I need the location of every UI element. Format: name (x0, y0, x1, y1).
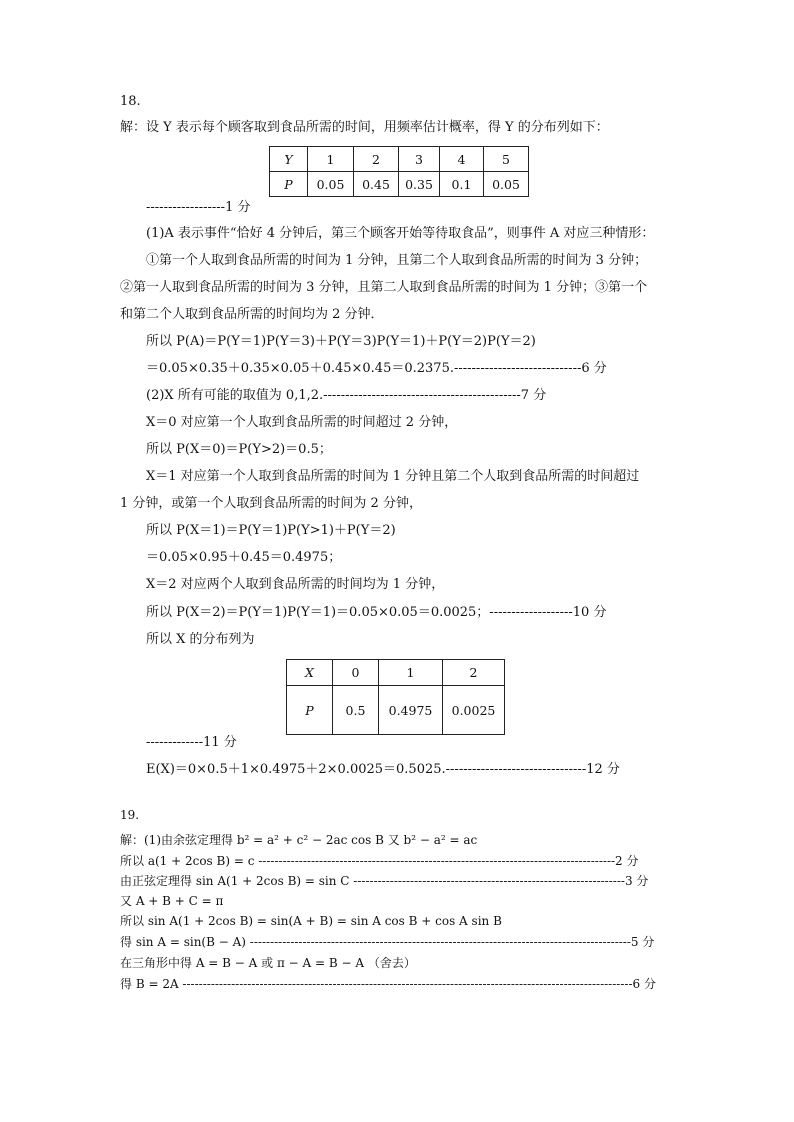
q18-part2-x1-line2: 1 分钟，或第一个人取到食品所需的时间为 2 分钟， (120, 496, 422, 511)
q19-line3: 由正弦定理得 sin A(1 + 2cos B) = sin C -------------------------------------------------------------------3 分 (120, 874, 649, 888)
q19-line4: 又 A + B + C = π (120, 894, 224, 908)
q18-part2-x1-line1: X＝1 对应第一个人取到食品所需的时间为 1 分钟且第二个人取到食品所需的时间超过 (146, 469, 640, 484)
q18-part2-x2-prob: 所以 P(X＝2)＝P(Y＝1)P(Y＝1)＝0.05×0.05＝0.0025；-------------------10 分 (146, 605, 607, 620)
table-row (270, 172, 529, 197)
q18-part2-values: (2)X 所有可能的取值为 0,1,2.---------------------------------------------7 分 (146, 388, 547, 403)
table-cell: 0.0025 (443, 686, 505, 735)
table-cell: 0.05 (484, 172, 529, 197)
q18-part1-intro: (1)A 表示事件“恰好 4 分钟后，第三个顾客开始等待取食品”，则事件 A 对应三种情形： (146, 226, 655, 241)
table-cell: X (287, 660, 333, 686)
table-cell: 3 (399, 147, 440, 172)
table-cell: 4 (440, 147, 484, 172)
score-marker: ------------------1 分 (146, 200, 251, 215)
table-cell: Y (270, 147, 308, 172)
table-cell: 2 (443, 660, 505, 686)
table-cell: P (270, 172, 308, 197)
q18-part2-x1-result: ＝0.05×0.95＋0.45＝0.4975； (146, 550, 342, 565)
table-cell: 0.5 (333, 686, 379, 735)
q18-number: 18. (120, 94, 141, 109)
q18-part2-x1-formula: 所以 P(X＝1)＝P(Y＝1)P(Y>1)＋P(Y＝2) (146, 523, 396, 538)
table-cell: P (287, 686, 333, 735)
q18-part1-case3: 和第二个人取到食品所需的时间均为 2 分钟． (120, 307, 384, 322)
table-cell: 0.45 (354, 172, 399, 197)
table-row (287, 686, 505, 735)
table-cell: 0.05 (308, 172, 354, 197)
q19-line2: 所以 a(1 + 2cos B) = c ----------------------------------------------------------------------------------------2 分 (120, 854, 639, 868)
q19-line7: 在三角形中得 A = B − A 或 π − A = B − A （舍去） (120, 956, 416, 970)
q18-part2-x0: X＝0 对应第一个人取到食品所需的时间超过 2 分钟， (146, 415, 458, 430)
score-marker: -------------11 分 (146, 735, 237, 750)
table-row (287, 660, 505, 686)
q19-line1: 解：(1)由余弦定理得 b² = a² + c² − 2ac cos B 又 b² − a² = ac (120, 833, 478, 847)
table-cell: 1 (308, 147, 354, 172)
q18-part1-case1: ①第一个人取到食品所需的时间为 1 分钟，且第二个人取到食品所需的时间为 3 分钟； (146, 253, 648, 268)
q18-part1-case2: ②第一人取到食品所需的时间为 3 分钟，且第二人取到食品所需的时间为 1 分钟；③第一个 (120, 280, 648, 295)
q19-number: 19. (120, 808, 140, 822)
table-cell: 0.35 (399, 172, 440, 197)
table-cell: 1 (379, 660, 443, 686)
q18-part1-result: ＝0.05×0.35＋0.35×0.05＋0.45×0.45＝0.2375.-----------------------------6 分 (146, 361, 607, 376)
table-row (270, 147, 529, 172)
y-distribution-table (269, 146, 529, 197)
table-cell: 5 (484, 147, 529, 172)
table-cell: 0.4975 (379, 686, 443, 735)
q18-part2-dist-intro: 所以 X 的分布列为 (146, 632, 255, 647)
x-distribution-table (286, 659, 505, 735)
q18-intro: 解：设 Y 表示每个顾客取到食品所需的时间，用频率估计概率，得 Y 的分布列如下： (120, 120, 609, 135)
q18-part2-x2: X＝2 对应两个人取到食品所需的时间均为 1 分钟， (146, 577, 445, 592)
q19-line8: 得 B = 2A ---------------------------------------------------------------------------------------------------------------6 分 (120, 977, 656, 991)
table-cell: 0 (333, 660, 379, 686)
table-cell: 2 (354, 147, 399, 172)
q18-part1-formula: 所以 P(A)＝P(Y＝1)P(Y＝3)＋P(Y＝3)P(Y＝1)＋P(Y＝2)P(Y＝2) (146, 334, 536, 349)
q18-expectation: E(X)＝0×0.5＋1×0.4975＋2×0.0025＝0.5025.--------------------------------12 分 (146, 762, 620, 777)
table-cell: 0.1 (440, 172, 484, 197)
q19-line6: 得 sin A = sin(B − A) ----------------------------------------------------------------------------------------------5 分 (120, 935, 655, 949)
q19-line5: 所以 sin A(1 + 2cos B) = sin(A + B) = sin A cos B + cos A sin B (120, 914, 502, 928)
q18-part2-x0-prob: 所以 P(X＝0)＝P(Y>2)＝0.5； (146, 442, 332, 457)
